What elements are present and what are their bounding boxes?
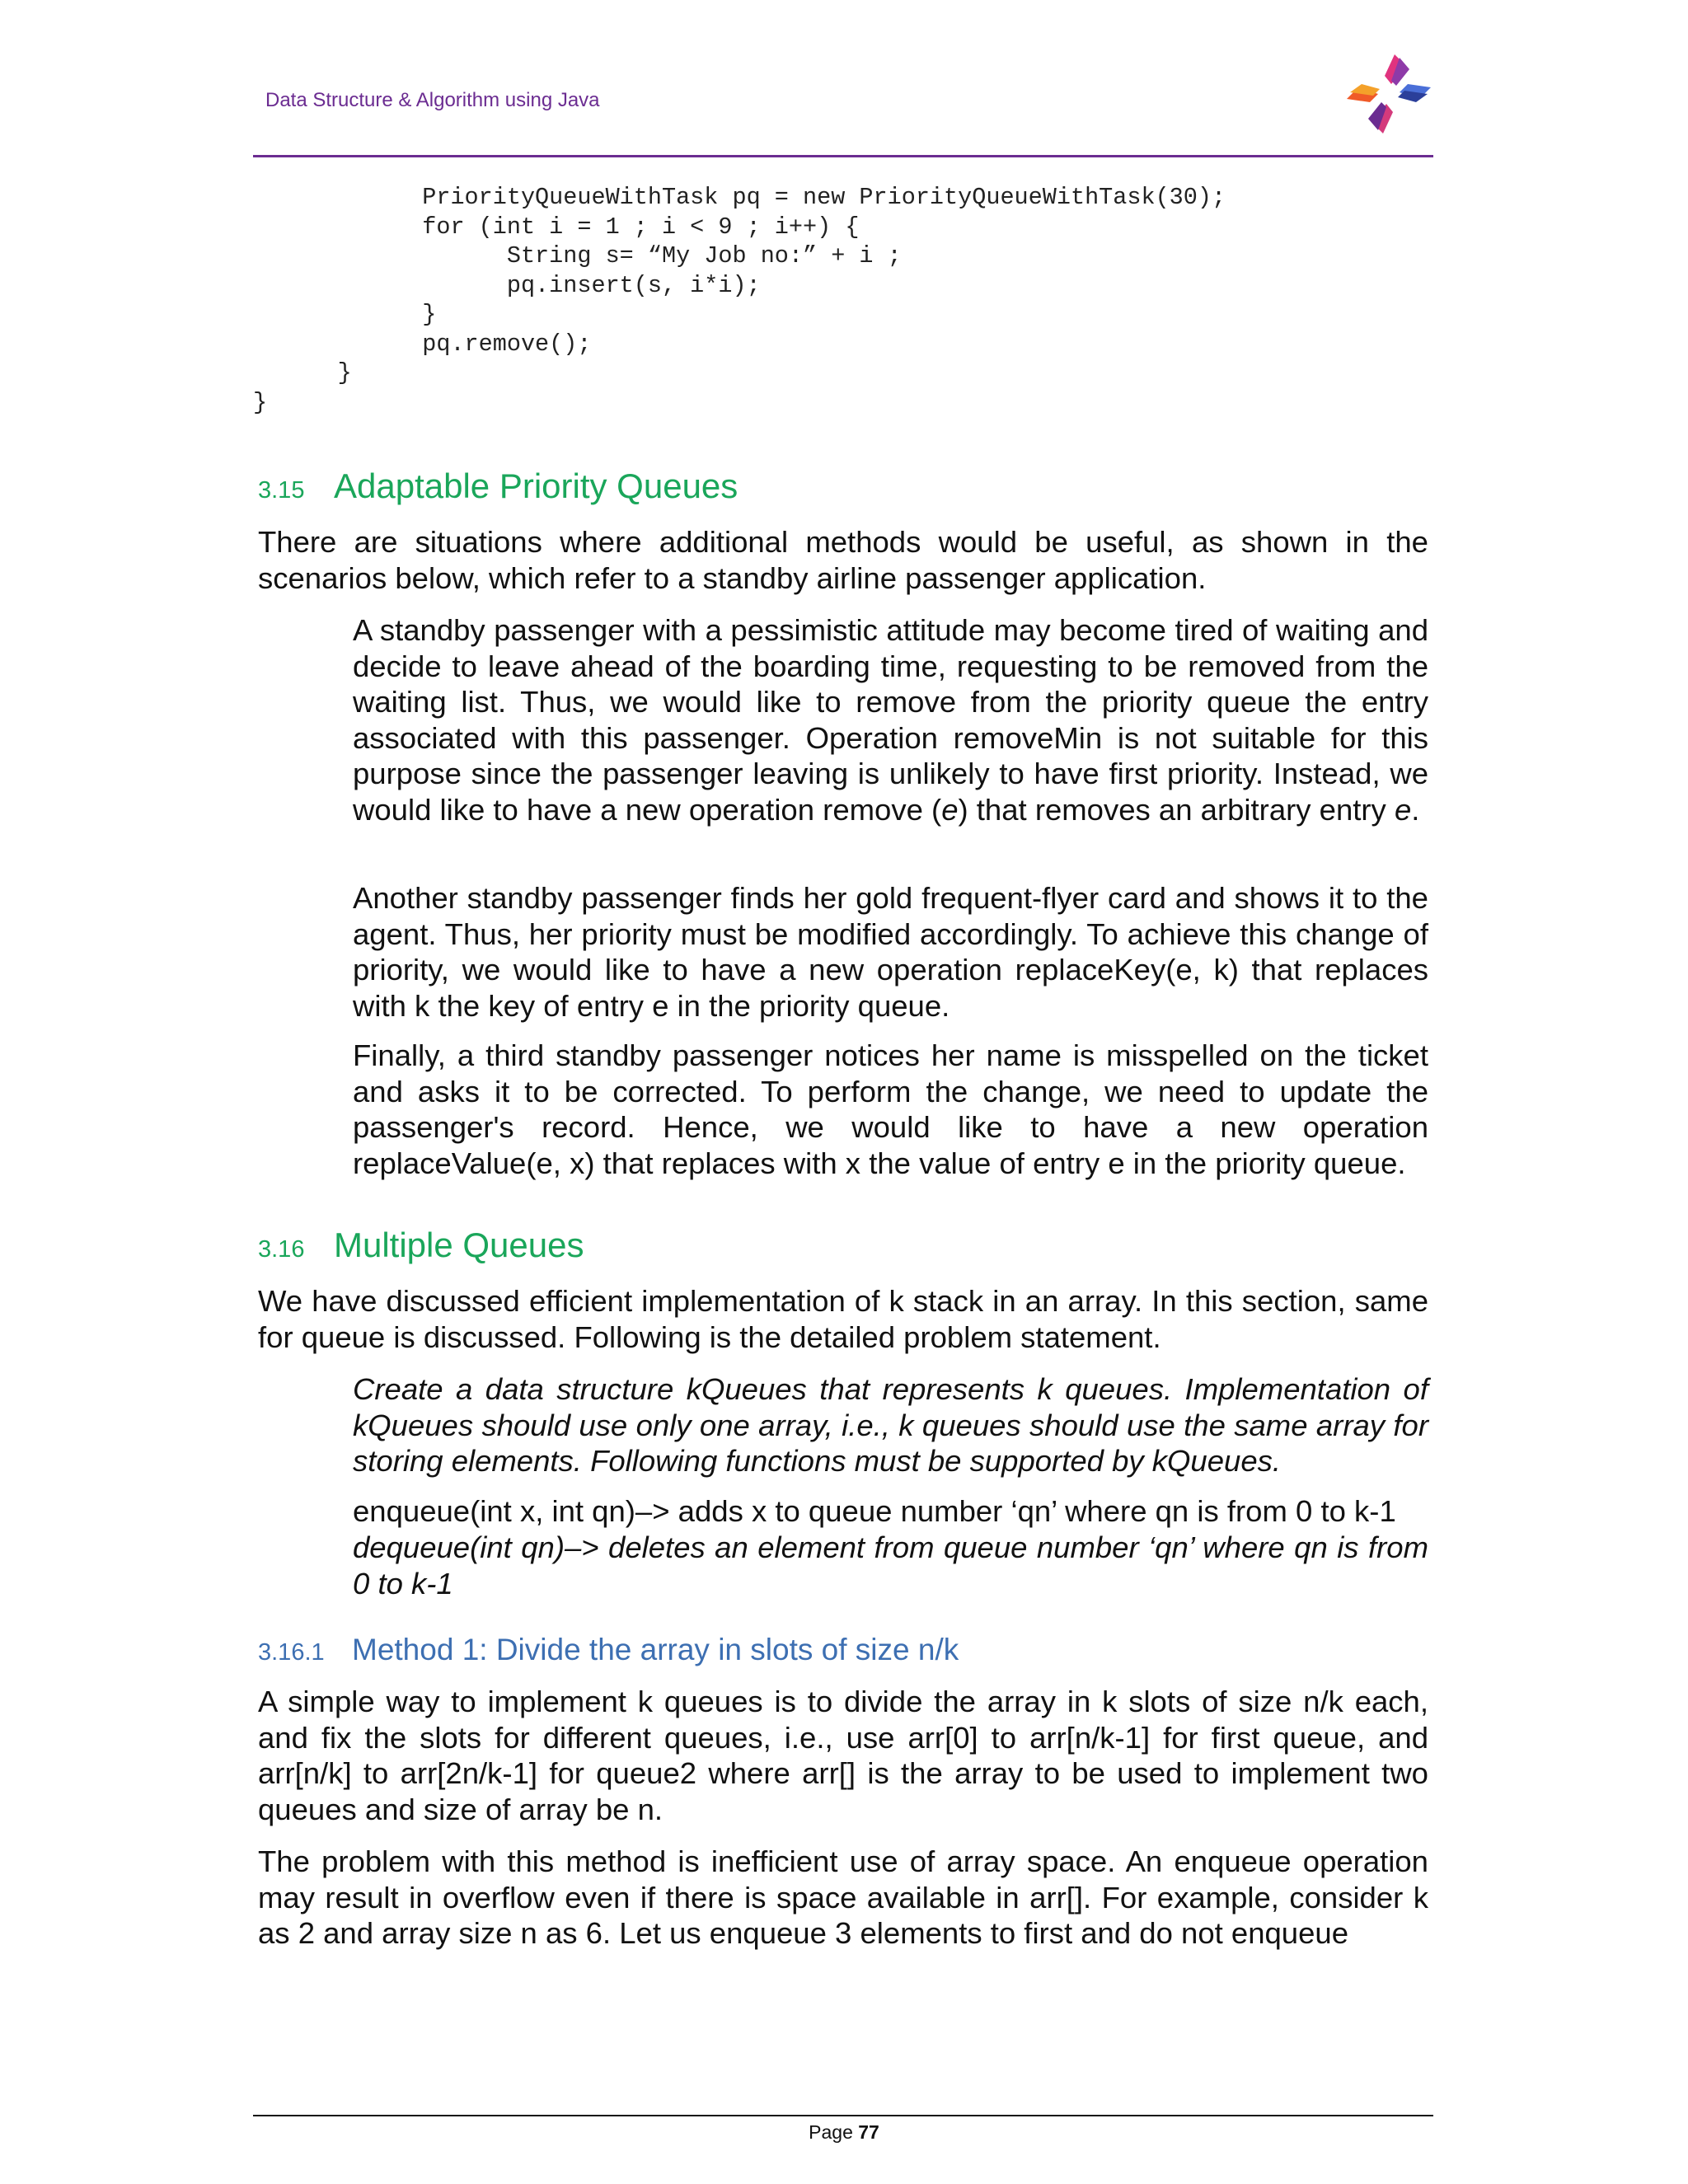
page-number: 77	[858, 2121, 879, 2143]
section-title: Multiple Queues	[334, 1226, 584, 1264]
subsection-number: 3.16.1	[258, 1639, 325, 1666]
variable-e: e	[941, 792, 959, 827]
scenario-text: .	[1411, 792, 1420, 827]
method1-problem: The problem with this method is inefficient use of array space. An enqueue operation may result in overflow even if there is space available in arr[]. For example, consider k as 2 and array size n as 6. Let us enqueue 3 elements to first and do not enqueue	[258, 1844, 1428, 1950]
section-title: Adaptable Priority Queues	[334, 466, 738, 505]
code-line: }	[253, 301, 437, 328]
scenario-text: ) that removes an arbitrary entry	[958, 792, 1395, 827]
code-block	[253, 183, 1226, 417]
footer-divider	[253, 2115, 1433, 2116]
section-intro: There are situations where additional methods would be useful, as shown in the scenarios below, which refer to a standby airline passenger application.	[258, 525, 1428, 595]
scenario-remove	[353, 612, 1428, 827]
pinwheel-logo-icon	[1343, 51, 1434, 137]
scenario-replace-key: Another standby passenger finds her gold frequent-flyer card and shows it to the agent. Thus, her priority must be modified accordingly. To achieve this change of priority, we would like to have a new operation replaceKey(e, k) that replaces with k the key of entry e in the priority queue.	[353, 881, 1428, 1023]
section-number: 3.16	[258, 1236, 305, 1263]
code-line: for (int i = 1 ; i < 9 ; i++) {	[253, 213, 860, 241]
code-line: }	[253, 388, 268, 416]
scenario-text: A standby passenger with a pessimistic attitude may become tired of waiting and decide to leave ahead of the boarding time, requesting to be removed from the waiting list. Thus, we would like to remove from the priority queue the entry associated with this passenger. Operation removeMin is not suitable for this purpose since the passenger leaving is unlikely to have first priority. Instead, we would like to have a new operation remove (	[353, 613, 1428, 827]
section-number: 3.15	[258, 477, 305, 504]
dequeue-definition: dequeue(int qn)–> deletes an element from queue number ‘qn’ where qn is from 0 to k-1	[353, 1530, 1428, 1601]
page-label: Page	[809, 2121, 859, 2143]
code-line: String s= “My Job no:” + i ;	[253, 242, 902, 269]
method1-description: A simple way to implement k queues is to divide the array in k slots of size n/k each, and fix the slots for different queues, i.e., use arr[0] to arr[n/k-1] for first queue, and arr[n/k] to arr[2n/k-1] for queue2 where arr[] is the array to be used to implement two queues and size of array be n.	[258, 1685, 1428, 1826]
problem-statement: Create a data structure kQueues that represents k queues. Implementation of kQueues should use only one array, i.e., k queues should use the same array for storing elements. Following functions must be supported by kQueues.	[353, 1372, 1428, 1478]
header-title: Data Structure & Algorithm using Java	[265, 89, 600, 111]
enqueue-definition: enqueue(int x, int qn)–> adds x to queue number ‘qn’ where qn is from 0 to k-1	[353, 1494, 1396, 1528]
code-line: }	[253, 359, 352, 387]
variable-e: e	[1394, 792, 1412, 827]
subsection-heading-3-16-1	[258, 1633, 959, 1667]
subsection-title: Method 1: Divide the array in slots of size n/k	[352, 1633, 959, 1666]
section-heading-3-15	[258, 466, 738, 506]
code-line: PriorityQueueWithTask pq = new PriorityQueueWithTask(30);	[253, 184, 1226, 211]
scenario-replace-value: Finally, a third standby passenger notices her name is misspelled on the ticket and asks it to be corrected. To perform the change, we need to update the passenger's record. Hence, we would like to have a new operation replaceValue(e, x) that replaces with x the value of entry e in the priority queue.	[353, 1038, 1428, 1180]
code-line: pq.remove();	[253, 330, 592, 358]
section-heading-3-16	[258, 1226, 584, 1265]
page-footer	[0, 2121, 1688, 2144]
section-intro: We have discussed efficient implementation of k stack in an array. In this section, same for queue is discussed. Following is the detailed problem statement.	[258, 1284, 1428, 1354]
code-line: pq.insert(s, i*i);	[253, 271, 761, 299]
header-divider	[253, 155, 1433, 157]
